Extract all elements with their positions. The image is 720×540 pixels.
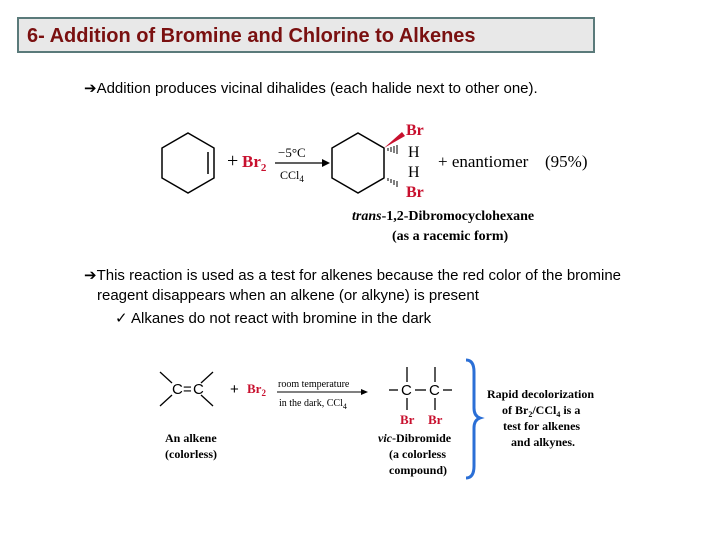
condition-room-temp: room temperature xyxy=(278,379,350,390)
curly-bracket xyxy=(466,360,480,478)
br-bottom: Br xyxy=(406,184,424,201)
reaction-bromine-test xyxy=(155,350,625,485)
dibromide-structure xyxy=(389,367,452,410)
alkene-label: An alkene xyxy=(165,431,217,445)
br-top: Br xyxy=(406,122,424,139)
condition-solvent: CCl$_4$ xyxy=(280,168,304,184)
dibromide-br1: Br xyxy=(400,412,415,427)
br2-reagent: $Br_2$ xyxy=(247,381,266,398)
dibromide-note2: compound) xyxy=(389,463,448,477)
dibromide-c1: C xyxy=(401,382,412,399)
plus-sign: + xyxy=(230,381,239,398)
hash-bond-top xyxy=(388,145,397,154)
note-line4: and alkynes. xyxy=(511,435,576,449)
cyclohexene-structure xyxy=(162,133,214,193)
bullet-test-line2: reagent disappears when an alkene (or alkyne) is present xyxy=(97,287,479,304)
arrow-right-icon: ➔ xyxy=(84,80,97,97)
sub-bullet-alkanes xyxy=(115,309,431,327)
condition-dark: in the dark, CCl$_4$ xyxy=(279,398,347,411)
bullet-vicinal xyxy=(84,79,538,97)
alkene-c-right: C xyxy=(193,381,204,398)
alkene-double-bond: = xyxy=(183,381,192,398)
dibromide-note1: (a colorless xyxy=(389,447,446,461)
h-bottom: H xyxy=(408,164,420,181)
checkmark-icon: ✓ xyxy=(115,310,128,327)
page-title: 6- Addition of Bromine and Chlorine to Alkenes xyxy=(27,25,476,47)
product-name: trans-1,2-Dibromocyclohexane xyxy=(352,209,535,224)
arrow-right-icon: ➔ xyxy=(84,267,97,284)
title-box xyxy=(17,17,595,53)
bullet-test xyxy=(84,266,621,284)
plus-sign: + xyxy=(227,150,239,172)
dibromocyclohexane-structure xyxy=(332,133,384,193)
note-line3: test for alkenes xyxy=(503,419,581,433)
bullet-test-line1: This reaction is used as a test for alkenes because the red color of the bromine xyxy=(96,267,622,284)
dibromide-br2: Br xyxy=(428,412,443,427)
condition-temp: −5°C xyxy=(278,145,306,160)
hash-bond-bottom xyxy=(388,178,397,187)
dibromide-name: vic-Dibromide xyxy=(378,431,452,445)
note-line2: of $Br_2/CCl_4$ is a xyxy=(502,403,581,419)
yield-text: (95%) xyxy=(545,152,588,171)
alkene-c-left: C xyxy=(172,381,183,398)
alkene-note: (colorless) xyxy=(165,447,217,461)
h-top: H xyxy=(408,144,420,161)
note-line1: Rapid decolorization xyxy=(487,387,594,401)
product-note: (as a racemic form) xyxy=(392,229,509,244)
wedge-bond xyxy=(384,132,405,148)
dibromide-c2: C xyxy=(429,382,440,399)
bullet-vicinal-text: Addition produces vicinal dihalides (each halide next to other one). xyxy=(96,80,538,97)
br2-reagent: $Br_2$ xyxy=(242,152,267,174)
sub-bullet-text: Alkanes do not react with bromine in the dark xyxy=(131,310,432,327)
enantiomer-text: + enantiomer xyxy=(438,152,529,171)
reaction-arrowhead xyxy=(322,159,330,167)
reaction-cyclohexene-bromination xyxy=(150,115,630,250)
reaction-arrowhead xyxy=(361,389,368,395)
